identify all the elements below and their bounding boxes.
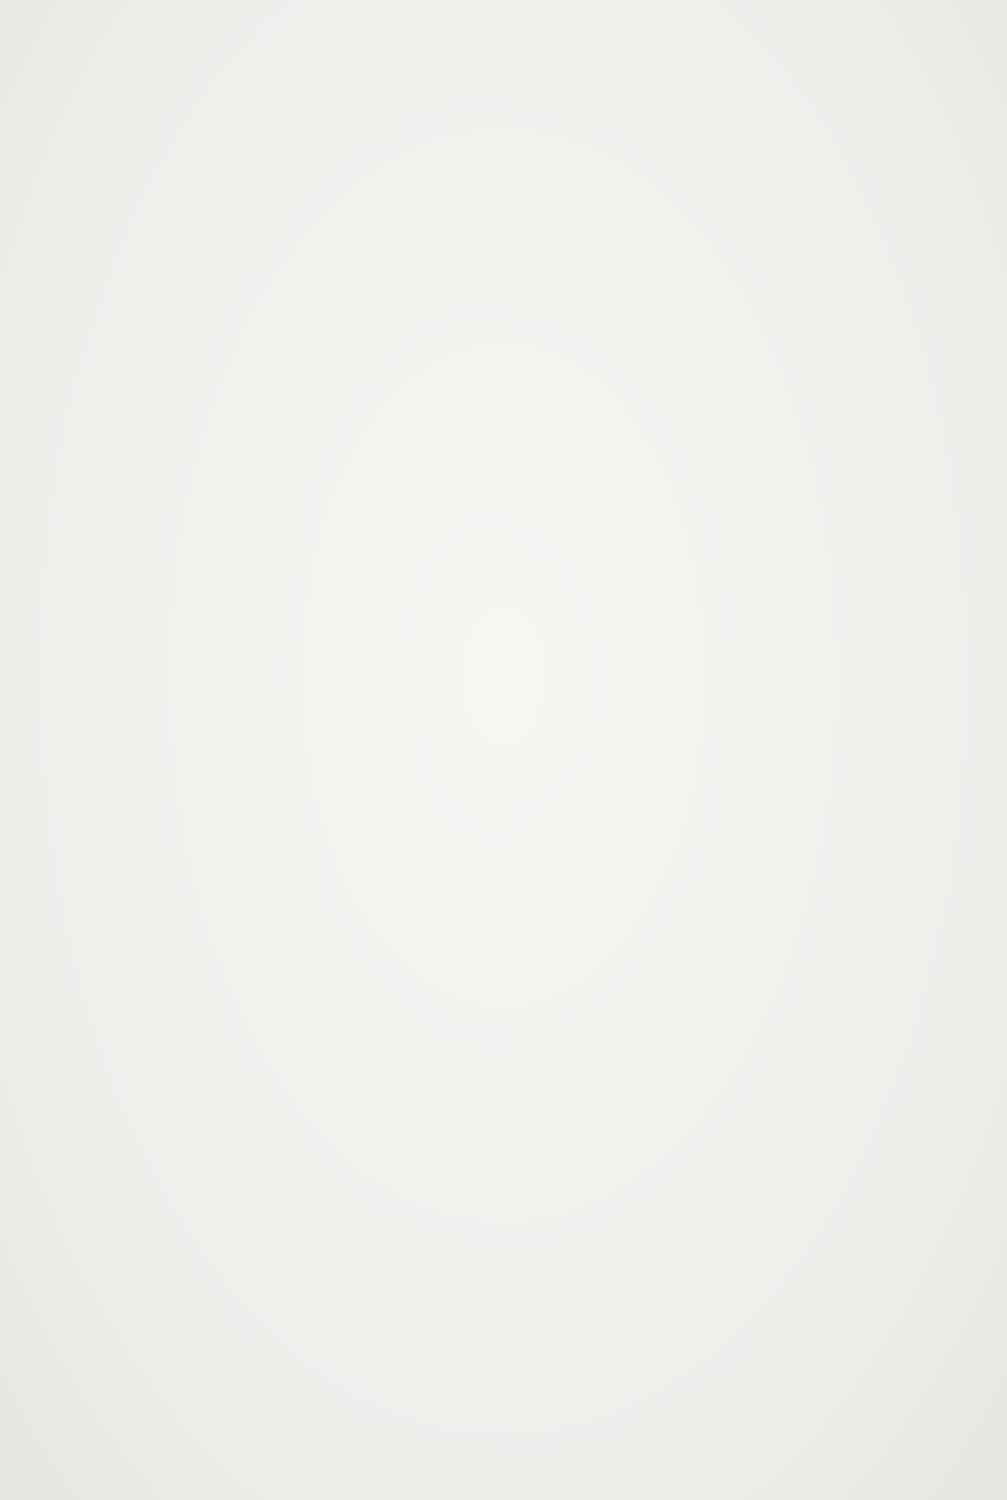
section-heading [138,156,960,197]
text-block [138,108,960,241]
